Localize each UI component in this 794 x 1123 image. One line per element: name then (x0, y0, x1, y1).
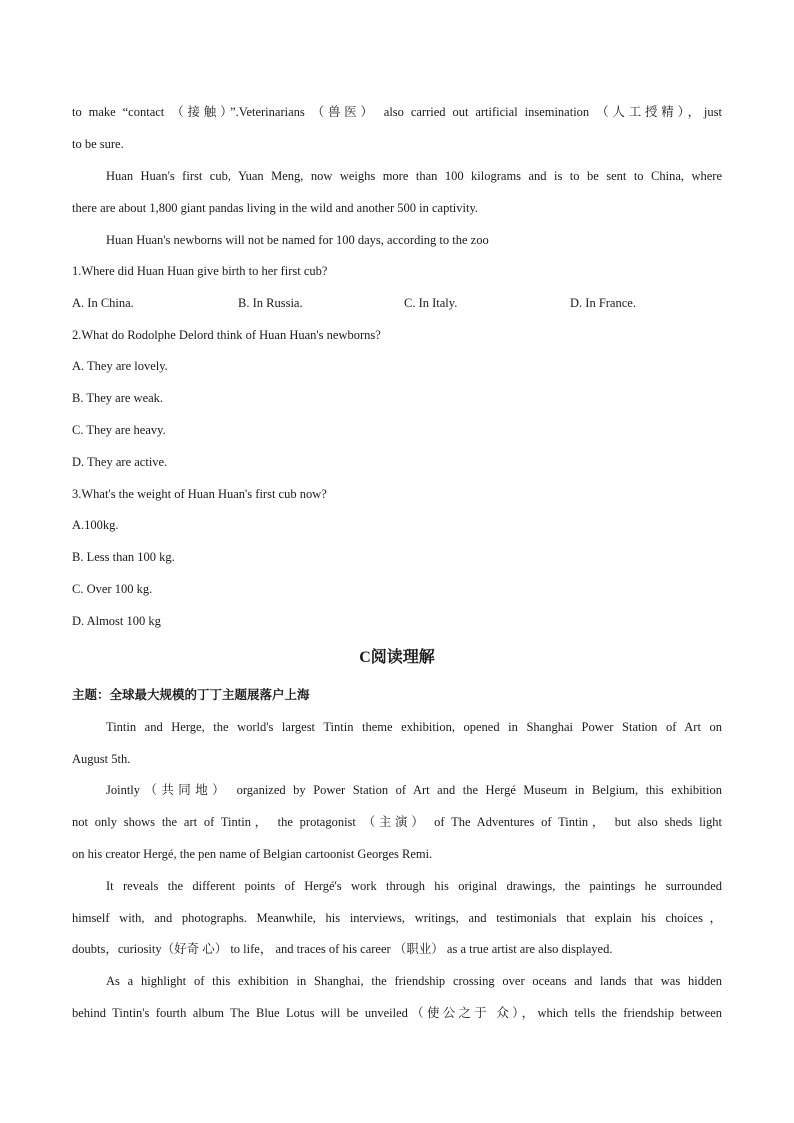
option-b: B. They are weak. (72, 391, 164, 405)
passage-line: Jointly（共同地） organized by Power Station of Art and the Hergé Museum in Belgium, this exhibition (106, 783, 722, 797)
passage-line: to be sure. (72, 137, 124, 151)
section-theme: 主题：全球最大规模的丁丁主题展落户上海 (72, 687, 310, 702)
passage-line: himself with, and photographs. Meanwhile, his interviews, writings, and testimonials that explain his choices， (72, 911, 722, 925)
question-stem: 2.What do Rodolphe Delord think of Huan Huan's newborns? (72, 328, 381, 342)
option-a: A.100kg. (72, 518, 119, 532)
passage-line: August 5th. (72, 752, 131, 766)
option-c: C. They are heavy. (72, 423, 166, 437)
passage-line: to make “contact （接触）”.Veterinarians （兽医） also carried out artificial insemination （人工授精），just (72, 105, 722, 119)
passage-line: there are about 1,800 giant pandas living in the wild and another 500 in captivity. (72, 201, 479, 215)
option-b: B. In Russia. (238, 296, 303, 310)
passage-line: behind Tintin's fourth album The Blue Lotus will be unveiled（使公之于 众），which tells the friendship between (72, 1006, 722, 1020)
passage-line: It reveals the different points of Hergé's work through his original drawings, the paintings he surrounded (106, 879, 722, 893)
question-stem: 1.Where did Huan Huan give birth to her first cub? (72, 264, 328, 278)
passage-line: Huan Huan's newborns will not be named for 100 days, according to the zoo (106, 233, 489, 247)
option-c: C. Over 100 kg. (72, 582, 153, 596)
option-a: A. In China. (72, 296, 134, 310)
option-c: C. In Italy. (404, 296, 458, 310)
option-b: B. Less than 100 kg. (72, 550, 175, 564)
passage-line: not only shows the art of Tintin， the protagonist （主演） of The Adventures of Tintin， but also sheds light (72, 815, 722, 829)
passage-line: doubts，curiosity（好奇 心） to life， and traces of his career （职业） as a true artist are also displayed. (72, 942, 613, 956)
passage-line: Huan Huan's first cub, Yuan Meng, now weighs more than 100 kilograms and is to be sent to China, where (106, 169, 722, 183)
passage-line: As a highlight of this exhibition in Shanghai, the friendship crossing over oceans and lands that was hidden (106, 974, 722, 988)
passage-line: on his creator Hergé, the pen name of Belgian cartoonist Georges Remi. (72, 847, 433, 861)
option-a: A. They are lovely. (72, 359, 168, 373)
option-d: D. In France. (570, 296, 636, 310)
passage-line: Tintin and Herge, the world's largest Tintin theme exhibition, opened in Shanghai Power Station of Art on (106, 720, 722, 734)
option-row (72, 295, 722, 311)
option-d: D. They are active. (72, 455, 168, 469)
option-d: D. Almost 100 kg (72, 614, 161, 628)
section-title: C阅读理解 (359, 649, 435, 666)
question-stem: 3.What's the weight of Huan Huan's first cub now? (72, 487, 327, 501)
